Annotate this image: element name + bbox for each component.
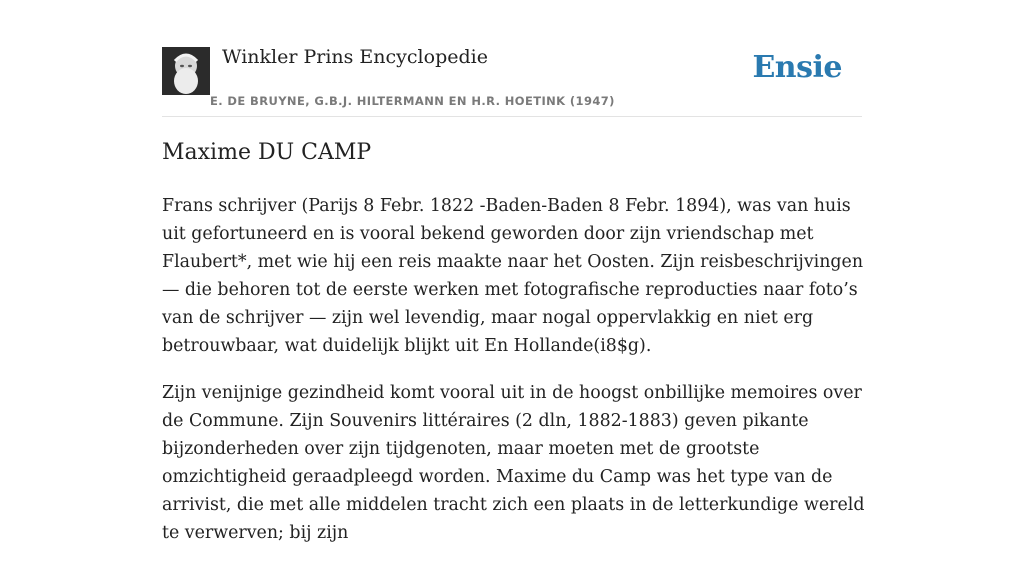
article-body: [162, 192, 868, 566]
source-authors: E. DE BRUYNE, G.B.J. HILTERMANN EN H.R. HOETINK (1947): [210, 94, 615, 108]
author-avatar[interactable]: [162, 47, 210, 95]
ensie-logo[interactable]: Ensie: [752, 50, 842, 85]
article-paragraph: Zijn venijnige gezindheid komt vooral uit in de hoogst onbillijke memoires over de Commune. Zijn Souvenirs littéraires (2 dln, 1882-1883) geven pikante bijzonderheden over zijn tijdgenoten, maar moeten met de grootste omzichtigheid geraadpleegd worden. Maxime du Camp was het type van de arrivist, die met alle middelen tracht zich een plaats in de letterkundige wereld te verwerven; bij zijn: [162, 383, 865, 543]
source-title[interactable]: Winkler Prins Encyclopedie: [222, 46, 488, 68]
article-title: Maxime DU CAMP: [162, 140, 372, 165]
source-header: [162, 44, 862, 117]
article-paragraph: Frans schrijver (Parijs 8 Febr. 1822 -Baden-Baden 8 Febr. 1894), was van huis uit gefortuneerd en is vooral bekend geworden door zijn vriendschap met Flaubert*, met wie hij een reis maakte naar het Oosten. Zijn reisbeschrijvingen — die behoren tot de eerste werken met fotografische reproducties naar foto’s van de schrijver — zijn wel levendig, maar nogal oppervlakkig en niet erg betrouwbaar, wat duidelijk blijkt uit En Hollande(i8$g).: [162, 196, 864, 356]
portrait-image: [162, 47, 210, 95]
